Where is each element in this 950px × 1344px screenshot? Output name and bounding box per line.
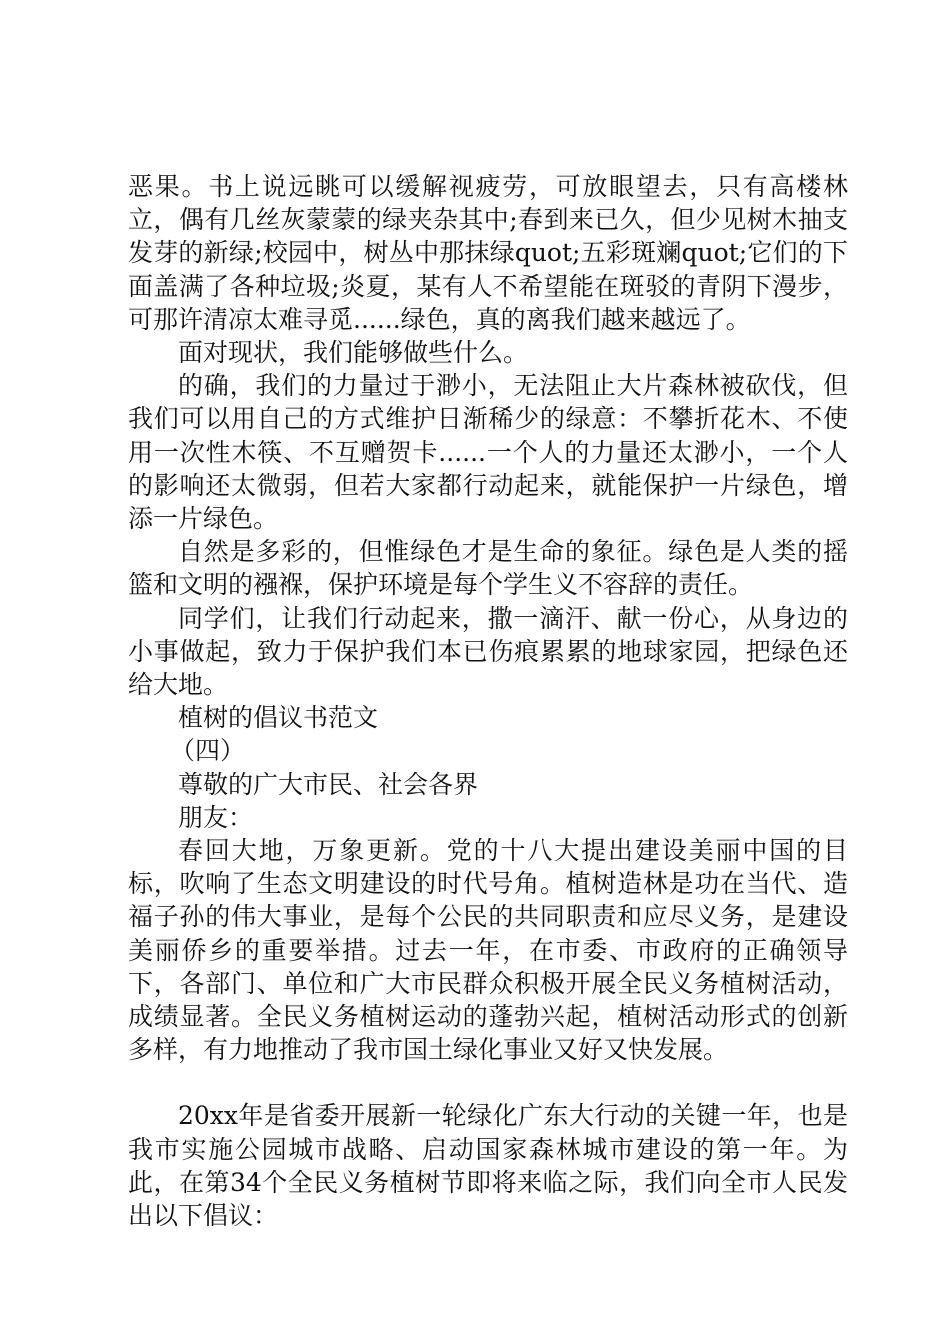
paragraph-question: 面对现状，我们能够做些什么。 xyxy=(178,338,529,368)
paragraph-nature: 自然是多彩的，但惟绿色才是生命的象征。绿色是人类的摇篮和文明的襁褓，保护环境是每个学生义不容辞的责任。 xyxy=(128,537,848,600)
section-number: （四） xyxy=(170,736,246,766)
paragraph-proposal: 20xx年是省委开展新一轮绿化广东大行动的关键一年，也是我市实施公园城市战略、启动国家森林城市建设的第一年。为此，在第34个全民义务植树节即将来临之际，我们向全市人民发出以下倡议： xyxy=(128,1101,848,1231)
paragraph-call: 同学们，让我们行动起来，撒一滴汗、献一份心，从身边的小事做起，致力于保护我们本已伤痕累累的地球家园，把绿色还给大地。 xyxy=(128,603,848,700)
salutation-line-1: 尊敬的广大市民、社会各界 xyxy=(178,769,479,799)
section-title: 植树的倡议书范文 xyxy=(178,703,379,733)
paragraph-action: 的确，我们的力量过于渺小，无法阻止大片森林被砍伐，但我们可以用自己的方式维护日渐稀少的绿意：不攀折花木、不使用一次性木筷、不互赠贺卡......一个人的力量还太渺小，一个人的影响还太微弱，但若大家都行动起来，就能保护一片绿色，增添一片绿色。 xyxy=(128,371,848,534)
document-body xyxy=(128,170,848,1232)
paragraph-spring: 春回大地，万象更新。党的十八大提出建设美丽中国的目标，吹响了生态文明建设的时代号角。植树造林是功在当代、造福子孙的伟大事业，是每个公民的共同职责和应尽义务，是建设美丽侨乡的重要举措。过去一年，在市委、市政府的正确领导下，各部门、单位和广大市民群众积极开展全民义务植树活动，成绩显著。全民义务植树运动的蓬勃兴起，植树活动形式的创新多样，有力地推动了我市国土绿化事业又好又快发展。 xyxy=(128,836,848,1065)
salutation-line-2: 朋友： xyxy=(178,802,254,832)
paragraph-gap xyxy=(128,1066,848,1099)
paragraph-continuation: 恶果。书上说远眺可以缓解视疲劳，可放眼望去，只有高楼林立，偶有几丝灰蒙蒙的绿夹杂其中;春到来已久，但少见树木抽支发芽的新绿;校园中，树丛中那抹绿quot;五彩斑斓quot;它们的下面盖满了各种垃圾;炎夏，某有人不希望能在斑驳的青阴下漫步，可那许清凉太难寻觅......绿色，真的离我们越来越远了。 xyxy=(128,172,848,334)
